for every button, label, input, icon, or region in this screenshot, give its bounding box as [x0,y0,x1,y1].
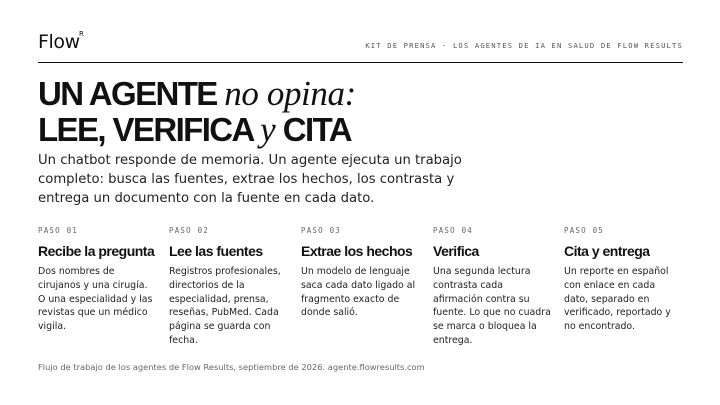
step-5 [564,226,682,334]
footer-caption: Flujo de trabajo de los agentes de Flow Results, septiembre de 2026. agente.flowresults.com [38,362,425,372]
step-description: Una segunda lectura contrasta cada afirmación contra su fuente. Lo que no cuadra se marca o bloquea la entrega. [433,266,551,346]
press-kit-tagline: KIT DE PRENSA · LOS AGENTES DE IA EN SALUD DE FLOW RESULTS [365,41,683,50]
step-number: PASO 04 [433,226,474,235]
step-description: Un modelo de lenguaje saca cada dato ligado al fragmento exacto de donde salió. [301,266,416,319]
process-steps [38,226,698,351]
step-title: Cita y entrega [564,243,650,259]
step-title: Extrae los hechos [301,243,413,259]
step-number: PASO 05 [564,226,605,235]
step-number: PASO 03 [301,226,342,235]
step-number: PASO 02 [169,226,210,235]
step-description: Dos nombres de cirujanos y una cirugía. O una especialidad y las revistas que un médico vigila. [38,266,153,333]
headline-line-2-sans: LEE, VERIFICA [38,111,261,148]
step-1 [38,226,156,334]
headline [38,76,698,148]
headline-line-2-sans-end: CITA [275,111,351,148]
lede-paragraph: Un chatbot responde de memoria. Un agente ejecuta un trabajo completo: busca las fuentes, extrae los hechos, los contrasta y entrega un documento con la fuente en cada dato. [38,153,462,206]
registered-mark: R [79,30,84,38]
step-title: Lee las fuentes [169,243,263,259]
headline-line-2 [38,112,698,148]
headline-line-1-sans: UN AGENTE [38,75,225,112]
step-2 [169,226,287,348]
headline-line-1-italic: no opina: [224,74,356,113]
step-description: Un reporte en español con enlace en cada dato, separado en verificado, reportado y no encontrado. [564,266,671,333]
step-description: Registros profesionales, directorios de la especialidad, prensa, reseñas, PubMed. Cada página se guarda con fecha. [169,266,281,346]
page-header [38,30,683,63]
step-number: PASO 01 [38,226,79,235]
step-3 [301,226,425,320]
headline-line-1 [38,76,698,112]
step-title: Recibe la pregunta [38,243,155,259]
step-4 [433,226,551,348]
step-title: Verifica [433,243,479,259]
headline-line-2-italic: y [260,110,276,149]
brand-logo: Flow [38,31,80,53]
